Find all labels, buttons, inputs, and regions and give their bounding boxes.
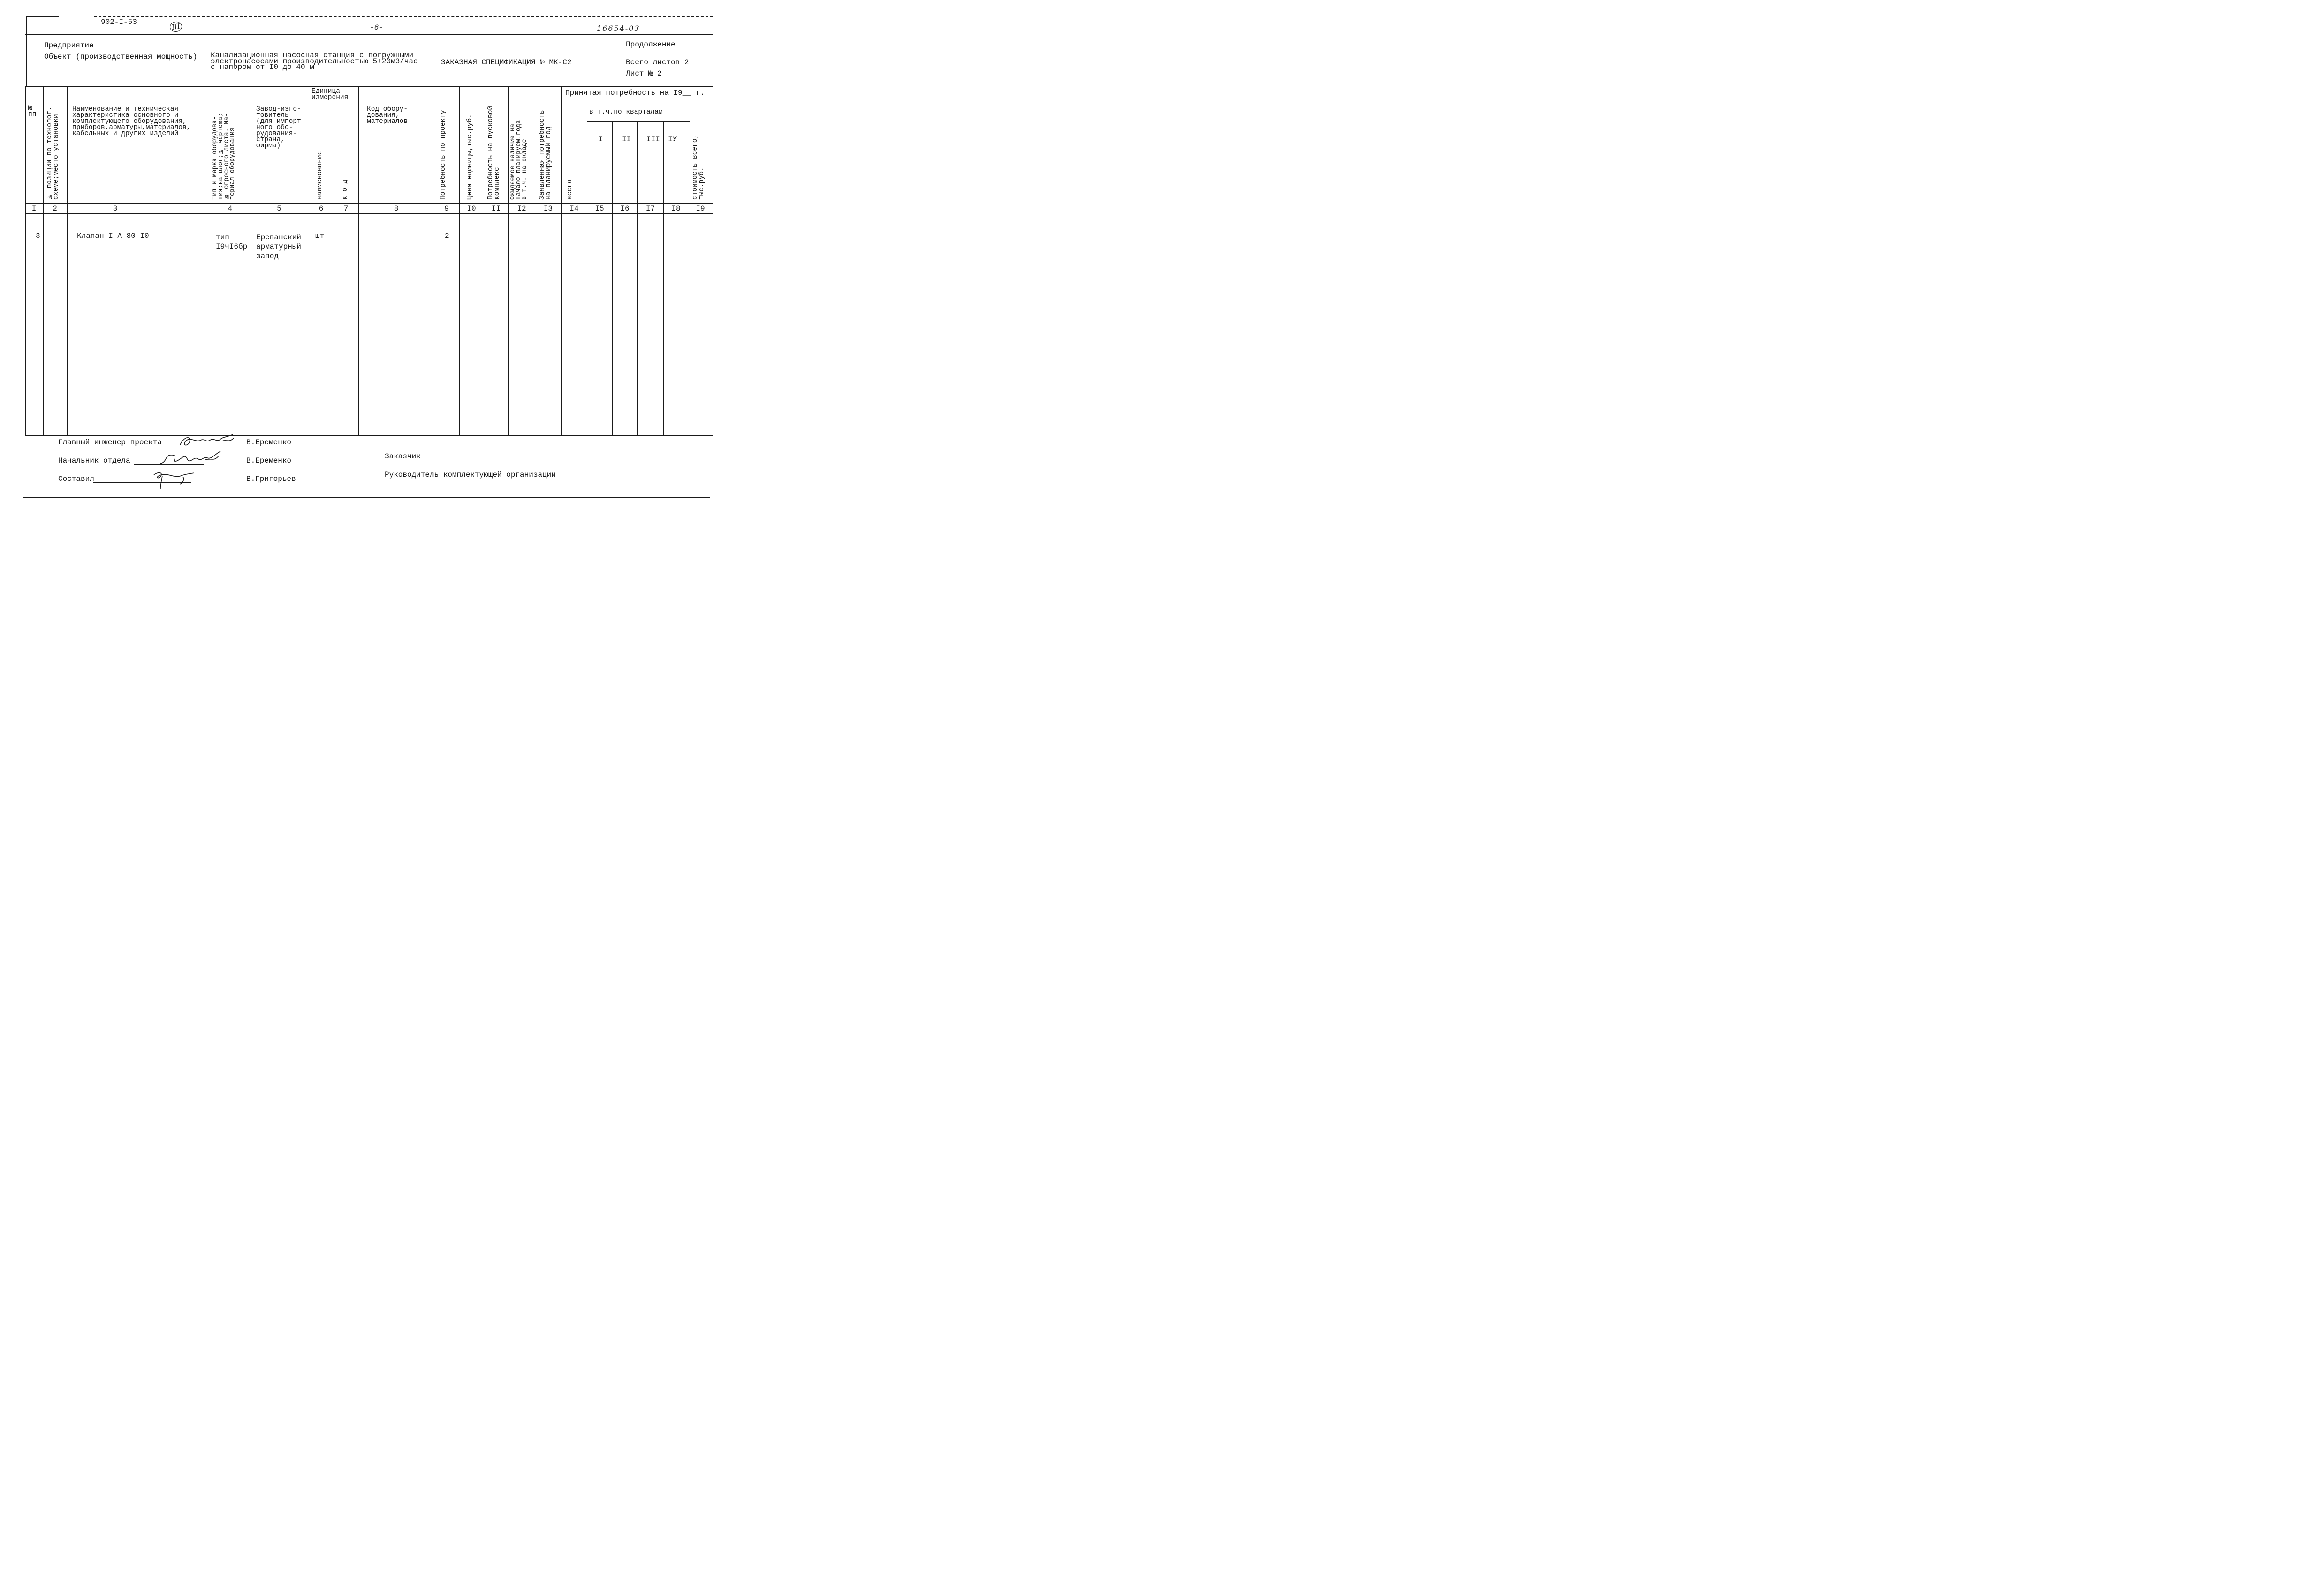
total-sheets: Всего листов 2 <box>626 58 689 67</box>
col-sep-13 <box>561 86 562 435</box>
colnum-4: 4 <box>228 205 233 213</box>
header-equipment-code: Код обору- дования, материалов <box>367 106 408 125</box>
colnum-12: I2 <box>517 205 526 213</box>
header-row-number: № пп <box>28 105 37 118</box>
column-number-rule-top <box>25 203 713 204</box>
col-sep-16 <box>637 121 638 435</box>
object-description: Канализационная насосная станция с погружными электронасосами производительностью 5+20м3/час с напором от I0 до 40 м <box>211 51 418 71</box>
project-code: 902-I-53 <box>101 18 137 26</box>
col-sep-11 <box>508 86 509 435</box>
row-unit-name: шт <box>315 232 325 240</box>
col-sep-17 <box>663 121 664 435</box>
header-unit-price: Цена единицы,тыс.руб. <box>466 114 474 200</box>
header-cost-total: стоимость всего, тыс.руб. <box>691 134 706 200</box>
left-border-top <box>26 16 27 86</box>
dept-head-name: В.Еременко <box>246 456 292 465</box>
colnum-2: 2 <box>53 205 57 213</box>
colnum-10: I0 <box>467 205 476 213</box>
header-total: всего <box>566 179 574 200</box>
colnum-7: 7 <box>343 205 349 213</box>
compiled-signature <box>150 468 197 490</box>
object-label: Объект (производственная мощность) <box>44 53 197 61</box>
row-project-need: 2 <box>445 232 449 240</box>
compiled-name: В.Григорьев <box>246 475 296 483</box>
colnum-3: 3 <box>113 205 118 213</box>
quarters-group-rule <box>587 121 690 122</box>
col-sep-9 <box>459 86 460 435</box>
row-manufacturer: Ереванский арматурный завод <box>256 233 302 260</box>
header-quarter-1: I <box>599 135 603 144</box>
spec-title: ЗАКАЗНАЯ СПЕЦИФИКАЦИЯ № МК-С2 <box>441 58 572 67</box>
archive-number: 16654-03 <box>597 24 640 33</box>
colnum-17: I7 <box>645 205 655 213</box>
colnum-19: I9 <box>696 205 705 213</box>
header-launch-need: Потребность на пусковой комплекс <box>487 106 501 200</box>
header-project-need: Потребность по проекту <box>440 110 447 200</box>
table-bottom-rule <box>25 435 713 436</box>
header-position: № позиции по технолог. схеме;место установки <box>46 106 60 200</box>
row-number: 3 <box>36 232 40 240</box>
colnum-13: I3 <box>543 205 553 213</box>
col-sep-1 <box>43 86 44 435</box>
header-quarter-2: II <box>622 135 631 144</box>
left-border <box>25 86 26 435</box>
supplier-head-label: Руководитель комплектующей организации <box>385 471 556 479</box>
header-unit-group: Единица измерения <box>311 88 349 101</box>
top-dashed-border <box>94 16 713 17</box>
chief-engineer-label: Главный инженер проекта <box>58 438 162 447</box>
colnum-14: I4 <box>569 205 579 213</box>
volume-mark: III <box>169 21 183 32</box>
header-top-rule <box>25 34 713 35</box>
enterprise-label: Предприятие <box>44 41 94 50</box>
sheet-number: Лист № 2 <box>626 69 662 78</box>
chief-engineer-signature <box>177 433 238 448</box>
header-type-brand: Тип и марка оборудова- ния;каталог;№ чертежа; № опросного листа. Ма- териал оборудования <box>212 113 236 200</box>
customer-label: Заказчик <box>385 452 421 461</box>
header-quarters-group: в т.ч.по кварталам <box>589 108 663 116</box>
header-expected-stock: Ожидаемое наличие на начало планируем.года в т.ч. на складе <box>509 120 528 200</box>
column-number-rule-bottom <box>25 213 713 214</box>
colnum-11: II <box>491 205 501 213</box>
dept-head-label: Начальник отдела <box>58 456 130 465</box>
colnum-5: 5 <box>277 205 281 213</box>
header-quarter-3: III <box>646 135 660 144</box>
header-manufacturer: Завод-изго- товитель (для импорт ного обо- рудования- страна, фирма) <box>256 106 301 150</box>
colnum-9: 9 <box>444 205 449 213</box>
header-declared-need: Заявленная потребность на планируемый год <box>539 110 553 200</box>
header-unit-name: наименование <box>316 151 324 200</box>
colnum-6: 6 <box>319 205 324 213</box>
continuation-label: Продолжение <box>626 40 675 49</box>
top-border-segment <box>26 16 59 17</box>
row-name: Клапан I-А-80-I0 <box>77 232 149 240</box>
compiled-label: Составил <box>58 475 94 483</box>
header-accepted-group: Принятая потребность на I9__ г. <box>565 89 705 97</box>
dept-head-signature <box>159 449 224 467</box>
col-sep-2 <box>67 86 68 435</box>
page-bottom-rule <box>23 497 710 498</box>
header-unit-code: к о д <box>341 179 349 200</box>
colnum-15: I5 <box>595 205 604 213</box>
header-name-spec: Наименование и техническая характеристика основного и комплектующего оборудования, приборов,арматуры,материалов, кабельных и других изделий <box>72 106 191 137</box>
table-top-rule <box>25 86 713 87</box>
chief-engineer-name: В.Еременко <box>246 438 292 447</box>
page-number: -6- <box>370 23 383 32</box>
colnum-8: 8 <box>394 205 399 213</box>
colnum-18: I8 <box>671 205 681 213</box>
row-type: тип I9чI6бр <box>216 233 248 251</box>
colnum-1: I <box>31 205 37 213</box>
col-sep-7 <box>358 86 359 435</box>
header-quarter-4: IУ <box>668 135 677 144</box>
col-sep-15 <box>612 121 613 435</box>
colnum-16: I6 <box>620 205 630 213</box>
